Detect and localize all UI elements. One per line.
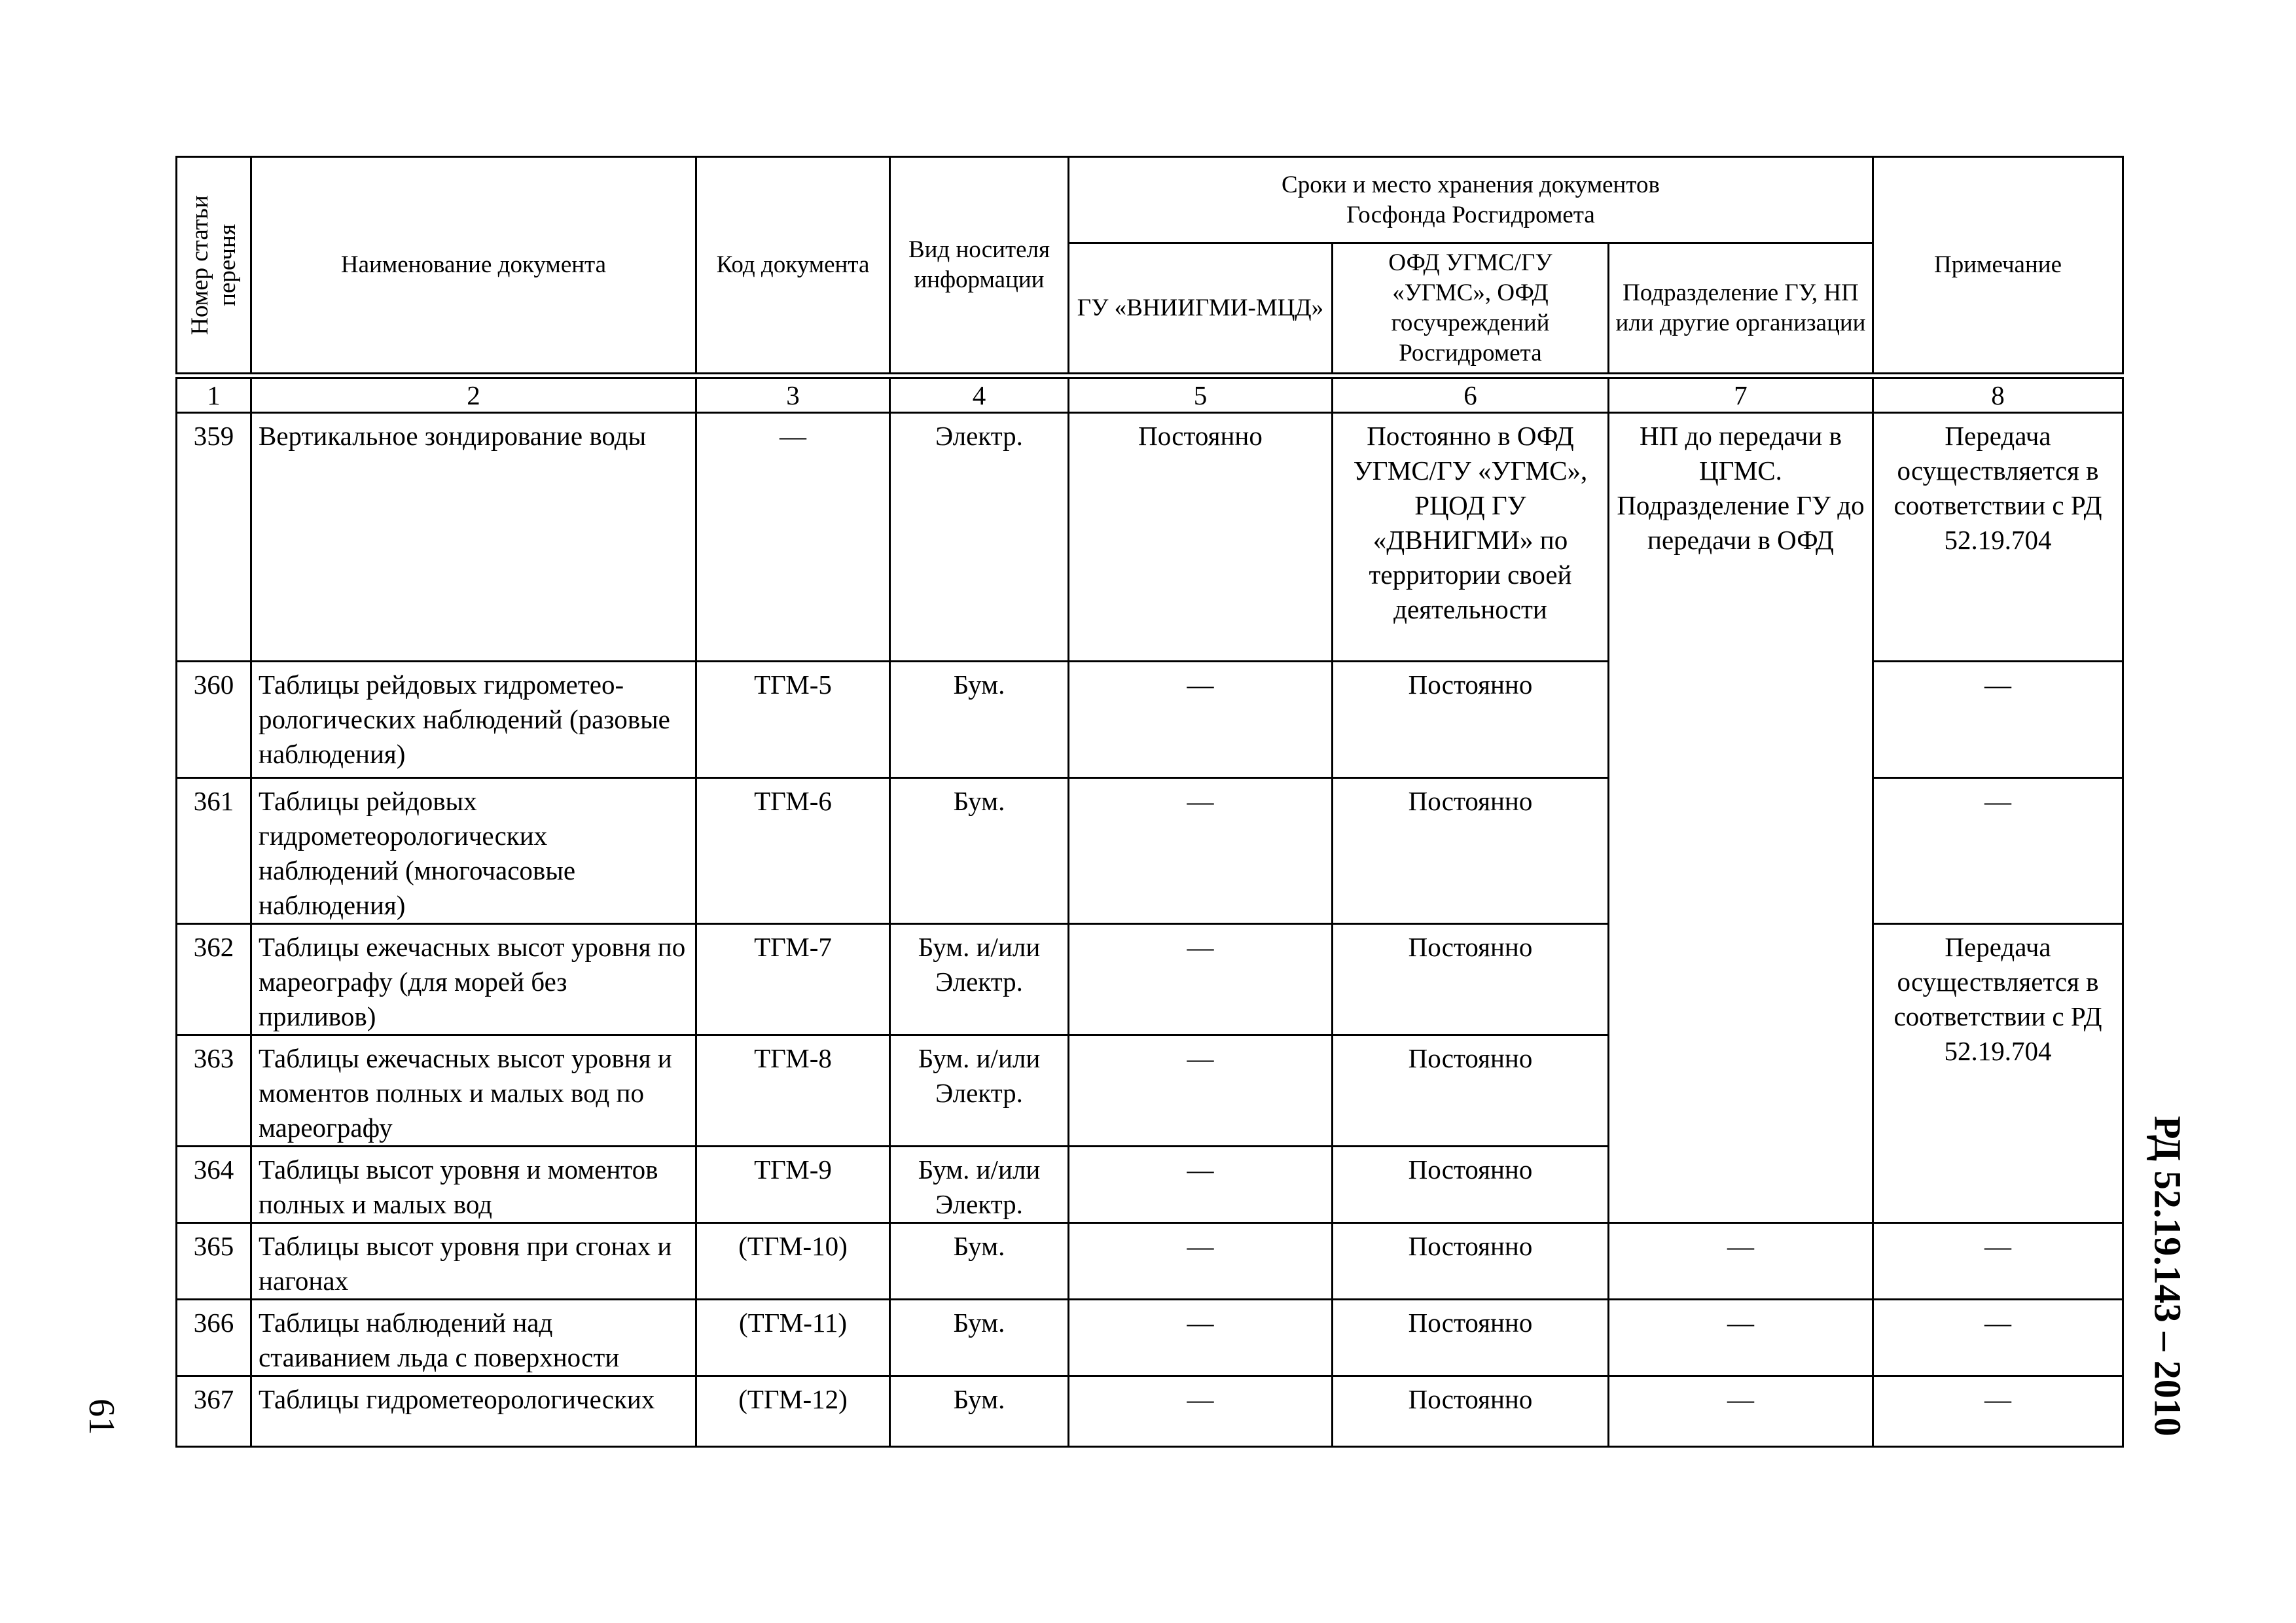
header-document-code: Код документа	[696, 157, 890, 376]
row-vniigmi: —	[1069, 778, 1333, 924]
document-code-text: РД 52.19.143 – 2010	[2146, 1116, 2189, 1436]
row-medium: Бум.	[890, 1376, 1069, 1447]
row-document-name: Таблицы высот уровня и моментов полных и малых вод	[251, 1147, 696, 1223]
row-medium: Бум.	[890, 1300, 1069, 1376]
row-vniigmi: Постоянно	[1069, 413, 1333, 662]
row-vniigmi: —	[1069, 1376, 1333, 1447]
header-vniigmi: ГУ «ВНИИГМИ-МЦД»	[1069, 243, 1333, 376]
row-note-merged: Передача осуществляется в соответствии с РД 52.19.704	[1873, 924, 2123, 1223]
row-note: —	[1873, 662, 2123, 778]
column-number: 5	[1069, 376, 1333, 413]
table-header	[177, 157, 2123, 376]
row-document-name: Вертикальное зондирование воды	[251, 413, 696, 662]
table-row	[177, 1223, 2123, 1300]
row-code: ТГМ-5	[696, 662, 890, 778]
row-document-name: Таблицы наблюдений над стаиванием льда с поверхности	[251, 1300, 696, 1376]
row-number: 362	[177, 924, 251, 1035]
row-number: 364	[177, 1147, 251, 1223]
row-code: (ТГМ-12)	[696, 1376, 890, 1447]
row-number: 365	[177, 1223, 251, 1300]
page-number-text: 61	[81, 1399, 122, 1435]
row-code: ТГМ-7	[696, 924, 890, 1035]
header-organization: Подразделение ГУ, НП или другие организации	[1609, 243, 1873, 376]
row-medium: Электр.	[890, 413, 1069, 662]
table-row	[177, 1300, 2123, 1376]
row-document-name: Таблицы ежечасных высот уровня и моментов полных и малых вод по мареографу	[251, 1035, 696, 1147]
row-medium: Бум. и/или Электр.	[890, 924, 1069, 1035]
column-number: 4	[890, 376, 1069, 413]
row-note: —	[1873, 778, 2123, 924]
row-vniigmi: —	[1069, 924, 1333, 1035]
row-number: 360	[177, 662, 251, 778]
column-number-row	[177, 376, 2123, 413]
row-medium: Бум.	[890, 778, 1069, 924]
row-number: 363	[177, 1035, 251, 1147]
row-note: Передача осуществляется в соответствии с РД 52.19.704	[1873, 413, 2123, 662]
row-number: 361	[177, 778, 251, 924]
row-ofd: Постоянно	[1333, 1035, 1609, 1147]
row-document-name: Таблицы рейдовых гидрометеорологических наблюдений (многочасовые наблюдения)	[251, 778, 696, 924]
row-ofd: Постоянно	[1333, 924, 1609, 1035]
header-ofd: ОФД УГМС/ГУ «УГМС», ОФД госучреждений Росгидромета	[1333, 243, 1609, 376]
column-number: 6	[1333, 376, 1609, 413]
row-document-name: Таблицы гидрометеорологических	[251, 1376, 696, 1447]
row-code: (ТГМ-11)	[696, 1300, 890, 1376]
row-document-name: Таблицы рейдовых гидрометео-рологических наблюдений (разовые наблюдения)	[251, 662, 696, 778]
row-ofd: Постоянно в ОФД УГМС/ГУ «УГМС», РЦОД ГУ «ДВНИГМИ» по территории своей деятельности	[1333, 413, 1609, 662]
row-medium: Бум. и/или Электр.	[890, 1147, 1069, 1223]
row-code: —	[696, 413, 890, 662]
row-ofd: Постоянно	[1333, 1147, 1609, 1223]
row-vniigmi: —	[1069, 1147, 1333, 1223]
table-row	[177, 413, 2123, 662]
row-organization-merged: НП до передачи в ЦГМС. Подразделение ГУ до передачи в ОФД	[1609, 413, 1873, 1223]
row-organization: —	[1609, 1223, 1873, 1300]
row-organization: —	[1609, 1376, 1873, 1447]
header-media-type: Вид носителя информации	[890, 157, 1069, 376]
column-number: 1	[177, 376, 251, 413]
row-number: 367	[177, 1376, 251, 1447]
row-note: —	[1873, 1223, 2123, 1300]
column-number: 2	[251, 376, 696, 413]
row-medium: Бум.	[890, 1223, 1069, 1300]
row-code: ТГМ-6	[696, 778, 890, 924]
row-document-name: Таблицы ежечасных высот уровня по мареографу (для морей без приливов)	[251, 924, 696, 1035]
page-number	[79, 1387, 124, 1446]
row-note: —	[1873, 1300, 2123, 1376]
row-ofd: Постоянно	[1333, 1300, 1609, 1376]
row-document-name: Таблицы высот уровня при сгонах и нагонах	[251, 1223, 696, 1300]
document-code-margin	[2142, 1103, 2194, 1450]
row-ofd: Постоянно	[1333, 1376, 1609, 1447]
header-storage-group: Сроки и место хранения документов Госфонда Росгидромета	[1069, 157, 1873, 243]
row-number: 366	[177, 1300, 251, 1376]
row-vniigmi: —	[1069, 1035, 1333, 1147]
row-medium: Бум.	[890, 662, 1069, 778]
header-article-number: Номер статьи перечня	[177, 157, 251, 376]
table-body	[177, 376, 2123, 1447]
row-organization: —	[1609, 1300, 1873, 1376]
row-code: (ТГМ-10)	[696, 1223, 890, 1300]
row-ofd: Постоянно	[1333, 662, 1609, 778]
row-note: —	[1873, 1376, 2123, 1447]
row-number: 359	[177, 413, 251, 662]
row-ofd: Постоянно	[1333, 1223, 1609, 1300]
column-number: 8	[1873, 376, 2123, 413]
row-code: ТГМ-9	[696, 1147, 890, 1223]
row-vniigmi: —	[1069, 1300, 1333, 1376]
column-number: 3	[696, 376, 890, 413]
table-row	[177, 1376, 2123, 1447]
header-document-name: Наименование документа	[251, 157, 696, 376]
retention-table	[175, 156, 2124, 1448]
row-medium: Бум. и/или Электр.	[890, 1035, 1069, 1147]
row-vniigmi: —	[1069, 662, 1333, 778]
column-number: 7	[1609, 376, 1873, 413]
row-ofd: Постоянно	[1333, 778, 1609, 924]
header-note: Примечание	[1873, 157, 2123, 376]
row-code: ТГМ-8	[696, 1035, 890, 1147]
row-vniigmi: —	[1069, 1223, 1333, 1300]
